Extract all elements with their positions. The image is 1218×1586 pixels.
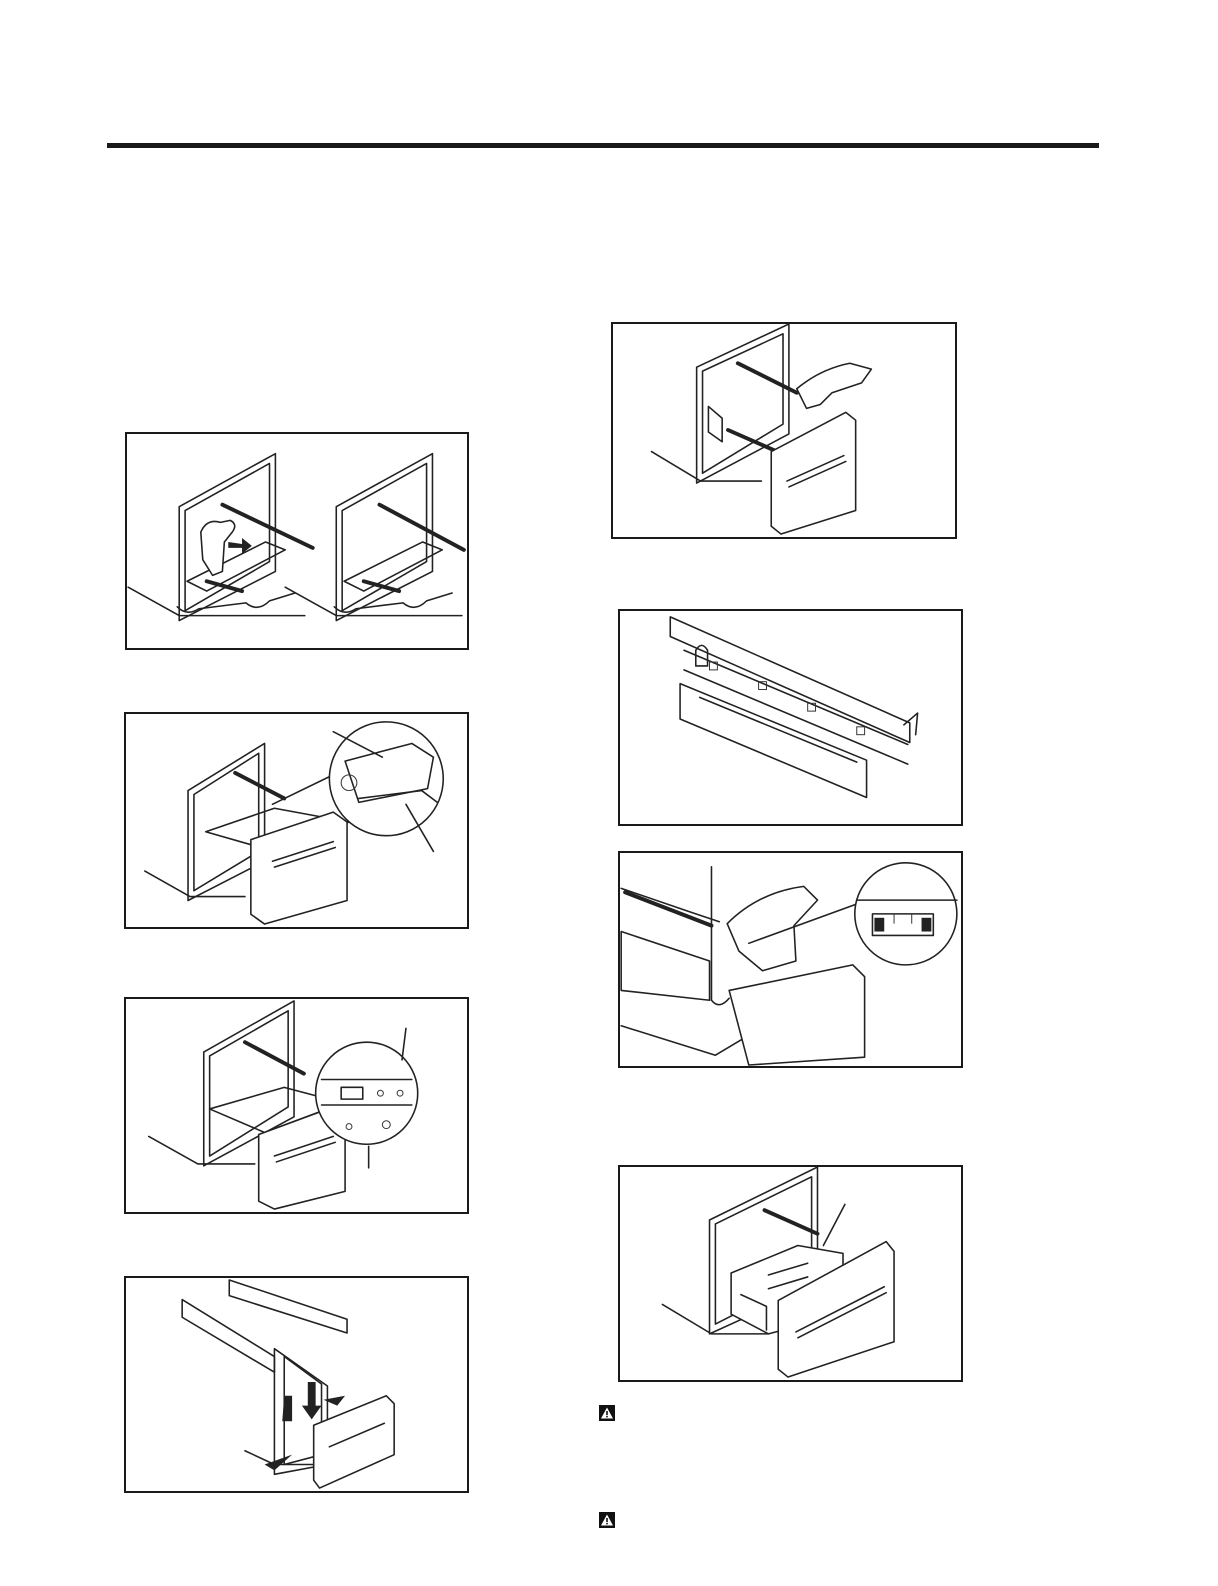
figure-drawer-rail-callout bbox=[124, 712, 469, 929]
hand-icon bbox=[201, 520, 235, 575]
figure-rail-bracket-part bbox=[618, 609, 963, 826]
arrow-down-icon bbox=[302, 1382, 322, 1419]
basket-illustration bbox=[620, 1167, 961, 1380]
hand-icon bbox=[727, 886, 817, 970]
figure-remove-drawer-cover bbox=[125, 432, 469, 650]
rail-bracket-illustration bbox=[620, 611, 961, 824]
warning-triangle-icon bbox=[599, 1512, 615, 1528]
pull-rails-illustration bbox=[613, 324, 955, 537]
rail-hook-illustration bbox=[620, 853, 961, 1066]
rail-callout-illustration bbox=[126, 714, 467, 927]
figure-pull-rails bbox=[611, 322, 957, 539]
figure-lift-drawer bbox=[124, 1276, 469, 1493]
warning-triangle-icon bbox=[599, 1405, 615, 1421]
figure-rail-hook-callout bbox=[618, 851, 963, 1068]
figure-basket-installed bbox=[618, 1165, 963, 1382]
hand-icon bbox=[797, 363, 872, 408]
drawer-cover-illustration bbox=[127, 434, 467, 648]
lift-drawer-illustration bbox=[126, 1278, 467, 1491]
figure-rail-bracket-callout bbox=[124, 997, 469, 1214]
bracket-callout-illustration bbox=[126, 999, 467, 1212]
header-rule bbox=[107, 143, 1099, 148]
